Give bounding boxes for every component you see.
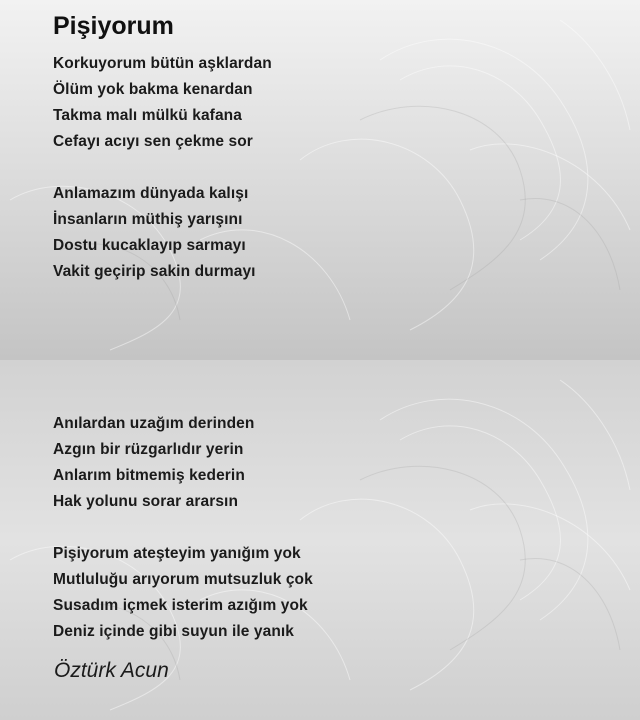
poem-author: Öztürk Acun: [54, 659, 169, 682]
stanza-3: [53, 411, 254, 515]
poem-line: Cefayı acıyı sen çekme sor: [53, 133, 253, 150]
poem-line: Vakit geçirip sakin durmayı: [53, 263, 256, 280]
poem-line: Pişiyorum ateşteyim yanığım yok: [53, 545, 301, 562]
poem-line: Mutluluğu arıyorum mutsuzluk çok: [53, 571, 313, 588]
poem-line: Deniz içinde gibi suyun ile yanık: [53, 623, 295, 640]
poem-line: Anlarım bitmemiş kederin: [53, 467, 245, 484]
poem-line: Korkuyorum bütün aşklardan: [53, 55, 272, 72]
poem-line: İnsanların müthiş yarışını: [53, 211, 243, 228]
poem-line: Takma malı mülkü kafana: [53, 107, 242, 124]
stanza-2: [53, 181, 256, 285]
poem-line: Anılardan uzağım derinden: [53, 415, 255, 432]
poem-title: Pişiyorum: [53, 12, 174, 40]
stanza-1: [53, 51, 272, 155]
stanza-4: [53, 541, 313, 645]
poem-line: Anlamazım dünyada kalışı: [53, 185, 249, 202]
poem-line: Hak yolunu sorar ararsın: [53, 493, 239, 510]
poem-line: Susadım içmek isterim azığım yok: [53, 597, 308, 614]
poem-bottom-panel: [0, 360, 640, 720]
poem-line: Dostu kucaklayıp sarmayı: [53, 237, 246, 254]
poem-line: Azgın bir rüzgarlıdır yerin: [53, 441, 244, 458]
poem-line: Ölüm yok bakma kenardan: [53, 81, 253, 98]
